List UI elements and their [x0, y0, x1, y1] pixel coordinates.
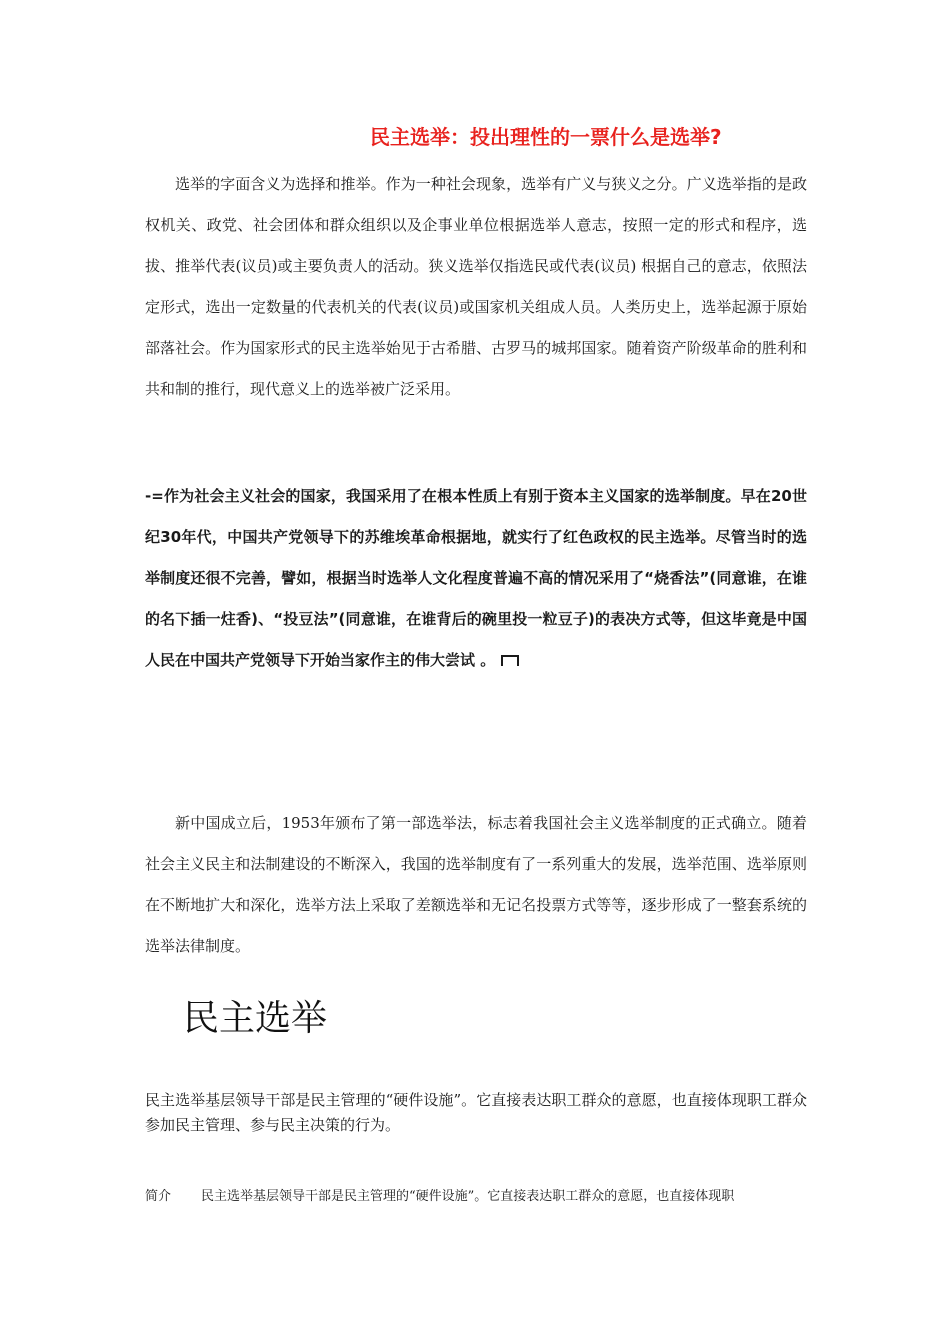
prefix-mark: -=	[145, 487, 164, 505]
paragraph-election-law: 新中国成立后，1953年颁布了第一部选举法，标志着我国社会主义选举制度的正式确立。随着社会主义民主和法制建设的不断深入，我国的选举制度有了一系列重大的发展，选举范围、选举原则在不断地扩大和深化，选举方法上采取了差额选举和无记名投票方式等等，逐步形成了一整套系统的选举法律制度。	[145, 814, 807, 955]
end-mark-icon	[501, 655, 519, 666]
bold-paragraph-text: 作为社会主义社会的国家，我国采用了在根本性质上有别于资本主义国家的选举制度。早在20世纪30年代，中国共产党领导下的苏维埃革命根据地，就实行了红色政权的民主选举。尽管当时的选举制度还很不完善，譬如，根据当时选举人文化程度普遍不高的情况采用了“烧香法”(同意谁，在谁的名下插一炷香)、“投豆法”(同意谁，在谁背后的碗里投一粒豆子)的表决方式等，但这毕竟是中国人民在中国共产党领导下开始当家作主的伟大尝试 。	[145, 487, 807, 669]
paragraph-democratic-election: 民主选举基层领导干部是民主管理的“硬件设施”。它直接表达职工群众的意愿，也直接体现职工群众参加民主管理、参与民主决策的行为。	[145, 1091, 807, 1134]
intro-label: 简介	[145, 1189, 172, 1204]
paragraph-election-definition: 选举的字面含义为选择和推举。作为一种社会现象，选举有广义与狭义之分。广义选举指的是政权机关、政党、社会团体和群众组织以及企事业单位根据选举人意志，按照一定的形式和程序，选拔、推举代表(议员)或主要负责人的活动。狭义选举仅指选民或代表(议员) 根据自己的意志，依照法定形式，选出一定数量的代表机关的代表(议员)或国家机关组成人员。人类历史上，选举起源于原始部落社会。作为国家形式的民主选举始见于古希腊、古罗马的城邦国家。随着资产阶级革命的胜利和共和制的推行，现代意义上的选举被广泛采用。	[145, 175, 807, 398]
paragraph-socialist-election	[145, 476, 807, 681]
document-title: 民主选举：投出理性的一票什么是选举?	[370, 125, 722, 149]
section-heading: 民主选举	[183, 998, 328, 1039]
intro-text: 民主选举基层领导干部是民主管理的“硬件设施”。它直接表达职工群众的意愿，也直接体现职	[201, 1189, 735, 1204]
intro-row	[145, 1186, 807, 1208]
